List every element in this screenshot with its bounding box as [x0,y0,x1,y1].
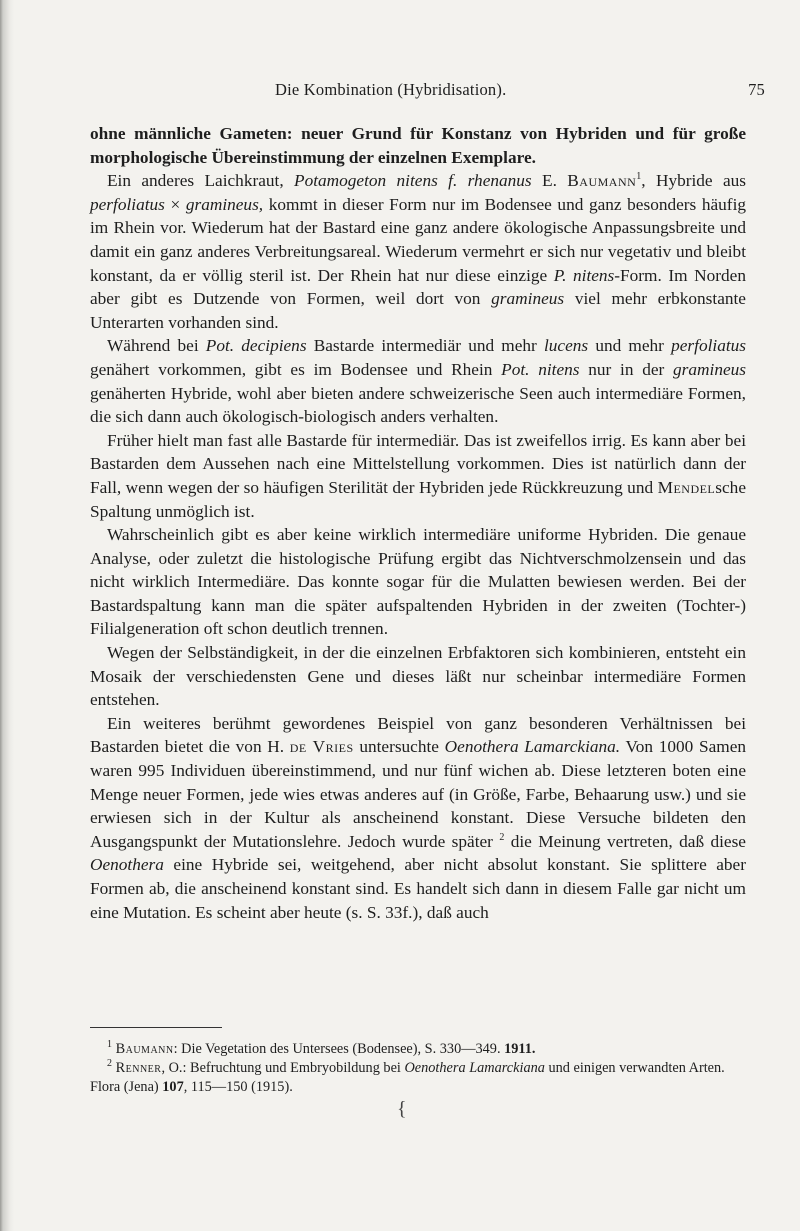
footnote-ref: 1 [636,171,642,183]
footnote-rule [90,1027,222,1028]
paragraph [90,712,746,924]
text-run: Pot. nitens [501,359,580,379]
text-run: lucens [543,336,589,356]
text-run: : Die Vegetation des Untersees (Bodensee), S. 330—349. [173,1041,505,1057]
paragraph [90,122,746,169]
paragraph [90,641,746,712]
text-run: untersuchte [353,737,445,757]
text-run: und mehr [588,336,672,356]
margin-mark: { [397,1098,407,1120]
text-run: -Form. Im Norden aber gibt es Dutzende von Formen, weil dort von [90,265,746,309]
paragraph [90,523,746,641]
text-run: × [164,194,186,214]
paragraph [90,429,746,523]
text-run: E. [531,171,568,191]
body-text [90,122,746,924]
text-run: Während bei [107,336,206,356]
text-run: gramineus [673,359,746,379]
text-run: P. nitens [553,265,615,285]
text-run: gramineus, [185,194,264,214]
text-run: 1911. [504,1041,536,1057]
text-run: Von 1000 Samen waren 995 Individuen übereinstimmend, und nur fünf wichen ab. Diese letzteren boten eine Menge neuer Formen, jede wies etwas anderes auf (in Größe, Farbe, Behaarung usw.) und sie erwiesen sich in der Kultur als anscheinend konstant. Diese Versuche bildeten den Ausgangspunkt der Mutationslehre. Jedoch wurde später [90,737,747,851]
text-run: eine Hybride sei, weitgehend, aber nicht absolut konstant. Sie splittere aber Formen ab, die anscheinend konstant sind. Es handelt sich dann in diesem Falle gar nicht um eine Mutation. Es scheint aber heute (s. S. 33f.), daß auch [90,855,746,922]
text-run: Früher hielt man fast alle Bastarde für intermediär. Das ist zweifellos irrig. Es kann aber bei Bastarden dem Aussehen nach eine Mittelstellung vorkommen. Dies ist natürlich dann der Fall, wenn wegen der so häufigen Sterilität der Hybriden jede Rückkreuzung und [90,430,746,497]
text-run: genähert vorkommen, gibt es im Bodensee und Rhein [90,359,502,379]
running-title: Die Kombination (Hybridisation). [275,80,507,99]
text-run: ohne männliche Gameten: neuer Grund für Konstanz von Hybriden und für große morphologische Übereinstimmung der einzelnen Exemplare. [90,124,746,167]
text-run: Oenothera [90,855,164,875]
text-run: , 115—150 (1915). [183,1079,293,1095]
text-run: Bastarde intermediär und mehr [306,336,544,356]
text-run: perfoliatus [671,336,746,356]
text-run: Oenothera Lamarckiana [404,1060,545,1076]
text-run: Baumann [567,171,637,191]
paragraph [90,334,746,428]
text-run: Potamogeton nitens f. rhenanus [294,171,532,191]
text-run: Wahrscheinlich gibt es aber keine wirklich intermediäre uniforme Hybriden. Die genaue Analyse, oder zuletzt die histologische Prüfung ergibt das Nichtverschmolzensein und das nicht wirklich Intermediäre. Das konnte sogar für die Mulatten bewiesen werden. Bei der Bastardspaltung kann man die später aufspaltenden Hybriden in der zweiten (Tochter-) Filialgeneration oft schon deutlich trennen. [90,525,746,639]
text-run: viel mehr erbkonstante Unterarten vorhanden sind. [90,289,746,332]
text-run: gramineus [491,289,565,309]
text-run: , O.: Befruchtung und Embryobildung bei [161,1060,405,1076]
page-edge-shadow [0,0,14,1231]
footnote [90,1040,746,1059]
text-run: , Hybride aus [641,171,746,191]
text-run: sche Spaltung unmöglich ist. [90,477,746,521]
text-run: nur in der [579,359,674,379]
footnote-ref: 1 [107,1039,112,1051]
text-run: Baumann [115,1041,174,1057]
text-run: Ein anderes Laichkraut, [107,171,295,191]
text-run: kommt in dieser Form nur im Bodensee und ganz besonders häufig im Rhein vor. Wiederum hat der Bastard eine ganz andere ökologische Anpassungsbreite und damit ein ganz anderes Verbreitungsareal. Wiederum vermehrt er sich nur vegetativ und bleibt konstant, da er völlig steril ist. Der Rhein hat nur diese einzige [90,194,747,285]
text-run: 107 [162,1079,184,1095]
page-number: 75 [748,80,765,99]
text-run: de Vries [289,737,354,757]
text-run: perfoliatus [90,194,165,214]
text-run: Mendel [657,477,716,497]
text-run: Wegen der Selbständigkeit, in der die einzelnen Erbfaktoren sich kombinieren, entsteht ein Mosaik der verschiedensten Gene und dieses läßt nur scheinbar intermediäre Formen entstehen. [90,643,746,710]
text-run: genäherten Hybride, wohl aber bieten andere schweizerische Seen auch intermediäre Formen, die sich dann auch ökologisch-biologisch anders verhalten. [90,383,746,427]
footnotes [90,1040,746,1097]
text-run: die Meinung vertreten, daß diese [504,831,746,851]
text-run: Oenothera Lamarckiana. [444,737,621,757]
paragraph [90,169,746,334]
text-run: und einigen verwandten Arten. Flora (Jena) [90,1060,725,1095]
running-header [0,80,800,102]
footnote-ref: 2 [499,832,505,844]
footnote [90,1059,746,1097]
text-run: Ein weiteres berühmt gewordenes Beispiel von ganz besonderen Verhältnissen bei Bastarden bietet die von H. [90,713,746,757]
text-run: Renner [115,1060,162,1076]
footnote-ref: 2 [107,1058,112,1070]
text-run: Pot. decipiens [205,336,307,356]
